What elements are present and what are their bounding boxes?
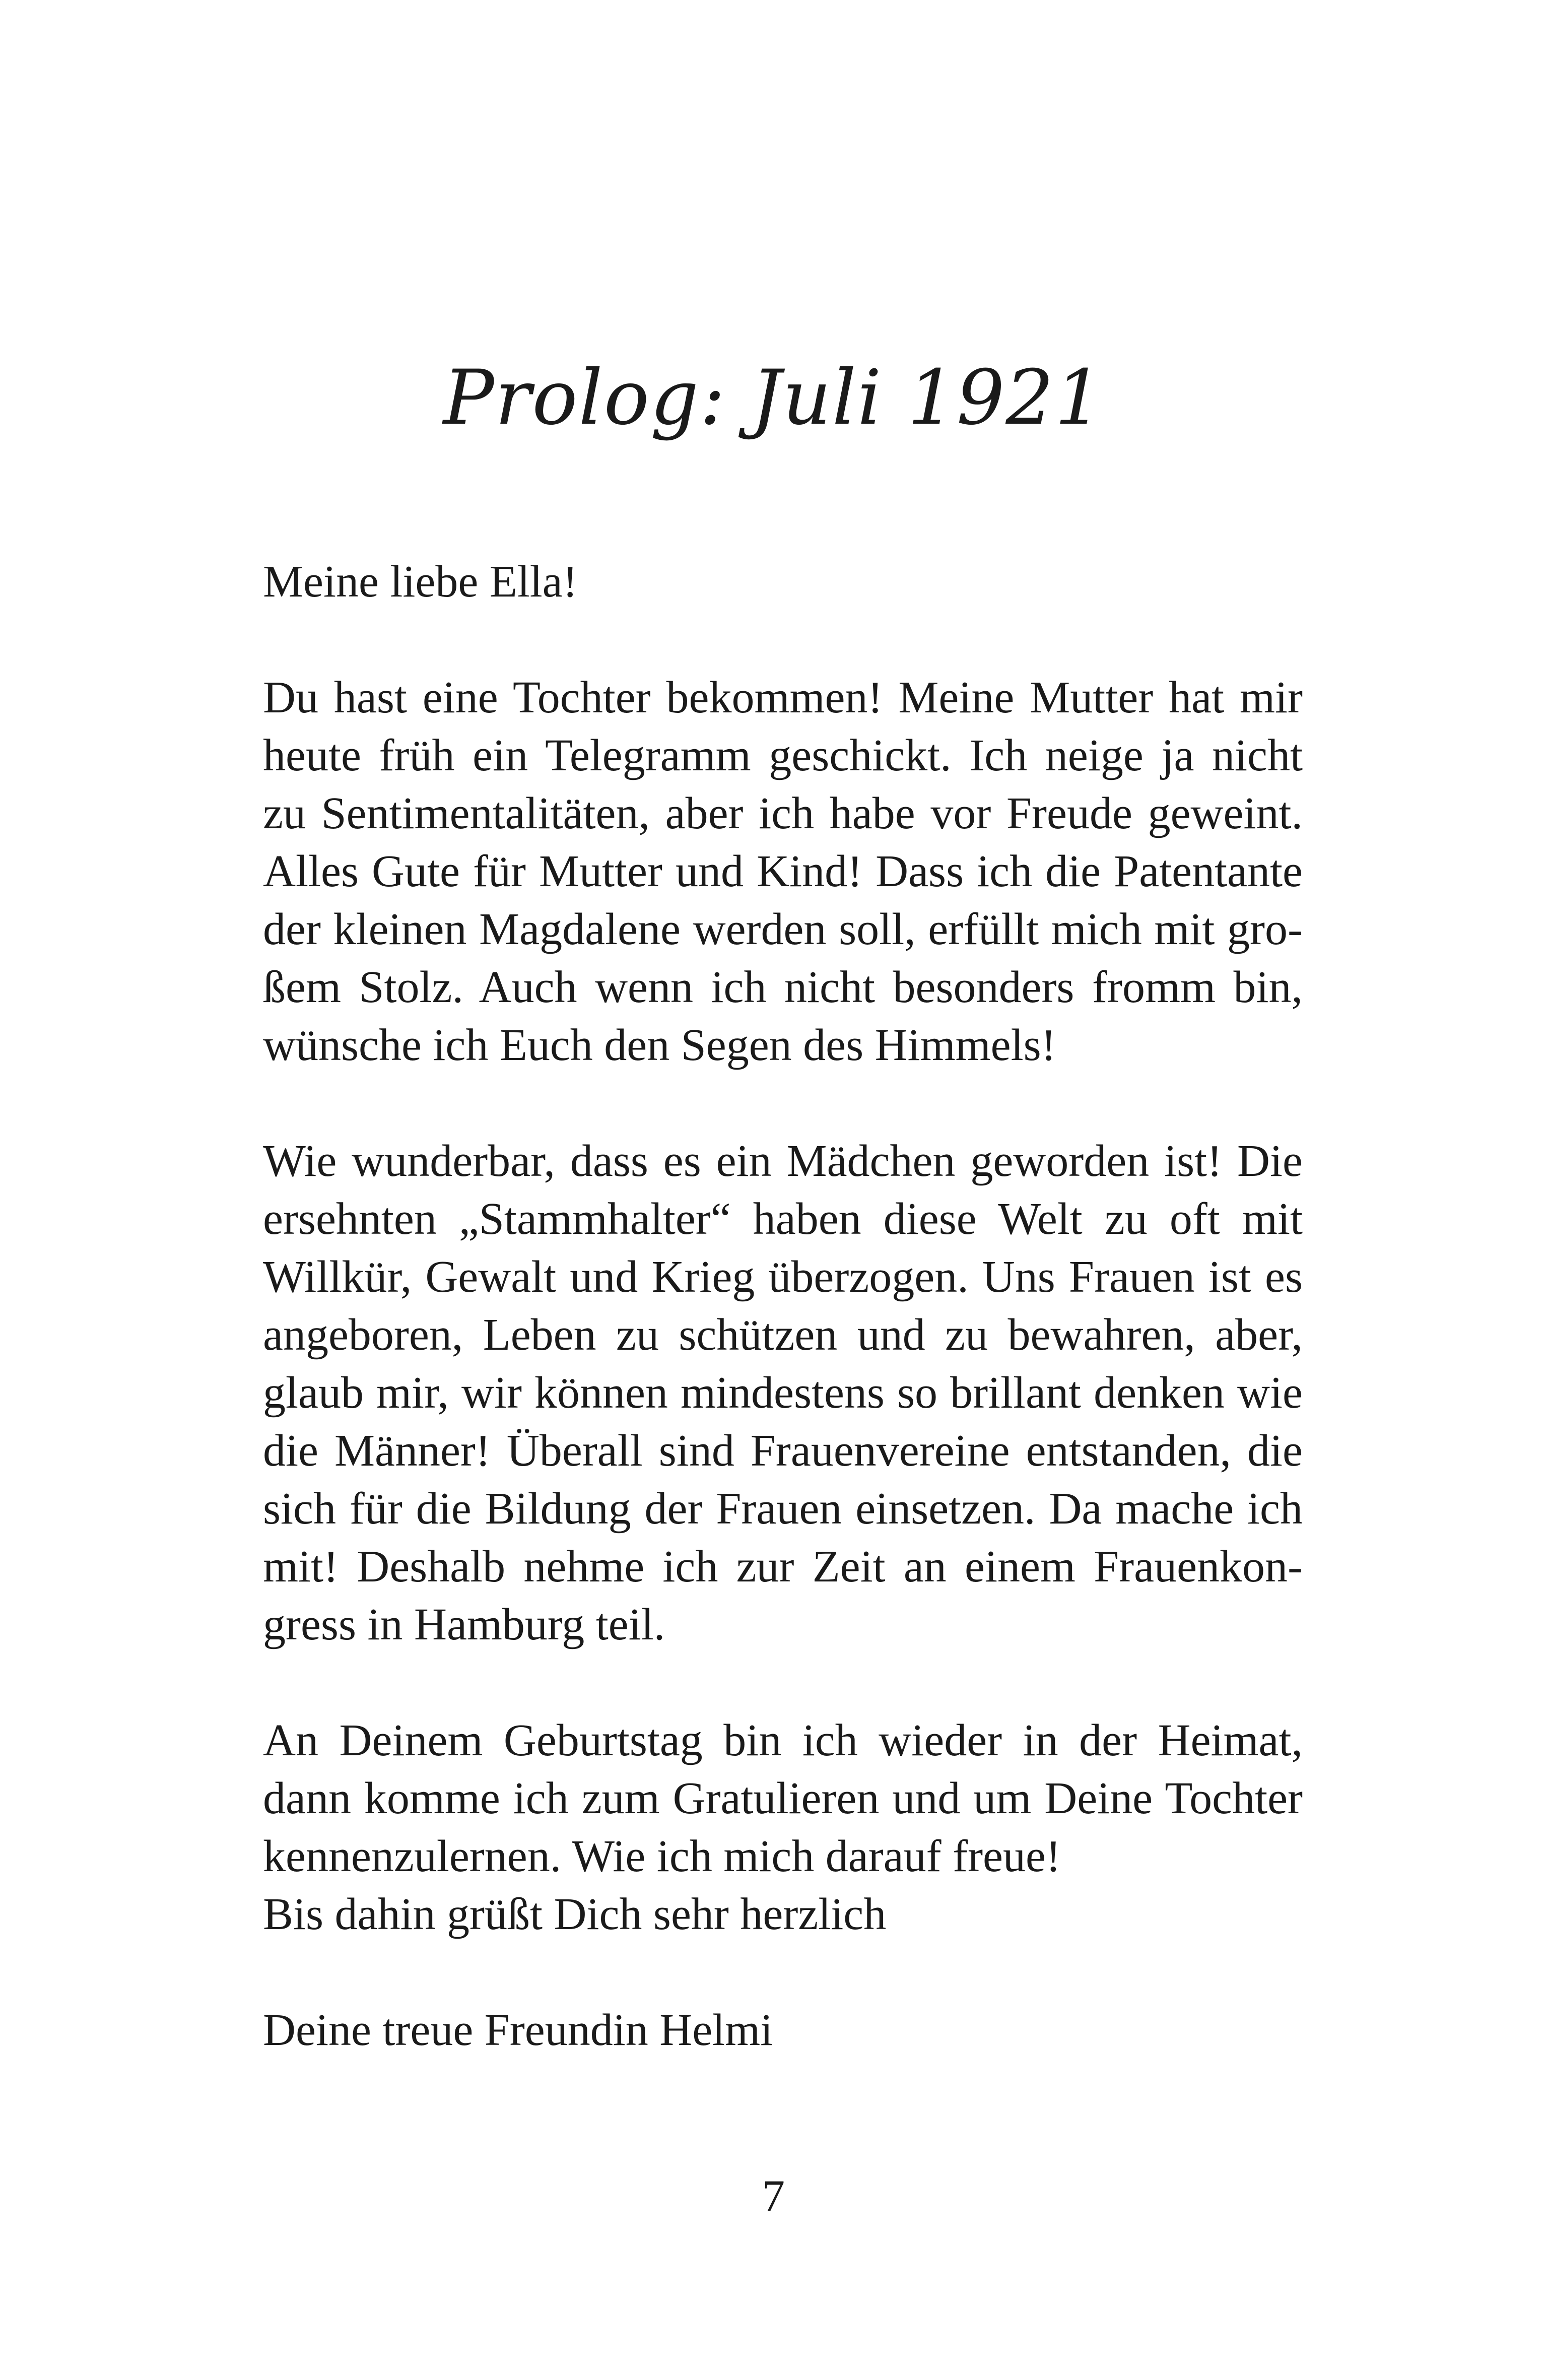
text-line: glaub mir, wir können mindestens so brillant denken wie [263,1368,1303,1418]
text-line: angeboren, Leben zu schützen und zu bewahren, aber, [263,1310,1303,1360]
text-line: der kleinen Magdalene werden soll, erfüllt mich mit gro- [263,904,1303,954]
text-line: sich für die Bildung der Frauen einsetzen. Da mache ich [263,1484,1303,1534]
text-line: kennenzulernen. Wie ich mich darauf freue! [263,1831,1061,1881]
text-line: Willkür, Gewalt und Krieg überzogen. Uns Frauen ist es [263,1252,1303,1302]
chapter-title: Prolog: Juli 1921 [443,354,1104,442]
text-line: heute früh ein Telegramm geschickt. Ich neige ja nicht [263,731,1303,780]
closing-signature: Deine treue Freundin Helmi [263,2005,773,2055]
salutation: Meine liebe Ella! [263,557,578,607]
paragraph-3 [263,1711,1303,1943]
paragraph-1 [263,669,1303,1074]
text-line: wünsche ich Euch den Segen des Himmels! [263,1020,1056,1070]
text-line: die Männer! Überall sind Frauenvereine entstanden, die [263,1426,1303,1476]
text-line: mit! Deshalb nehme ich zur Zeit an einem Frauenkon- [263,1542,1303,1592]
text-line: gress in Hamburg teil. [263,1600,665,1649]
text-line: Alles Gute für Mutter und Kind! Dass ich die Patentante [263,846,1303,896]
text-line: zu Sentimentalitäten, aber ich habe vor Freude geweint. [263,788,1303,838]
text-line: Wie wunderbar, dass es ein Mädchen geworden ist! Die [263,1136,1303,1186]
text-line: ßem Stolz. Auch wenn ich nicht besonders fromm bin, [263,962,1303,1012]
text-line: ersehnten „Stammhalter“ haben diese Welt zu oft mit [263,1194,1303,1244]
text-line: Bis dahin grüßt Dich sehr herzlich [263,1889,887,1939]
closing-block [263,2001,1303,2059]
text-line: An Deinem Geburtstag bin ich wieder in der Heimat, [263,1715,1303,1765]
page-number: 7 [762,2171,785,2221]
paragraph-2 [263,1132,1303,1654]
text-line: Du hast eine Tochter bekommen! Meine Mutter hat mir [263,673,1303,722]
text-line: dann komme ich zum Gratulieren und um Deine Tochter [263,1773,1303,1823]
salutation-block [263,553,1303,611]
